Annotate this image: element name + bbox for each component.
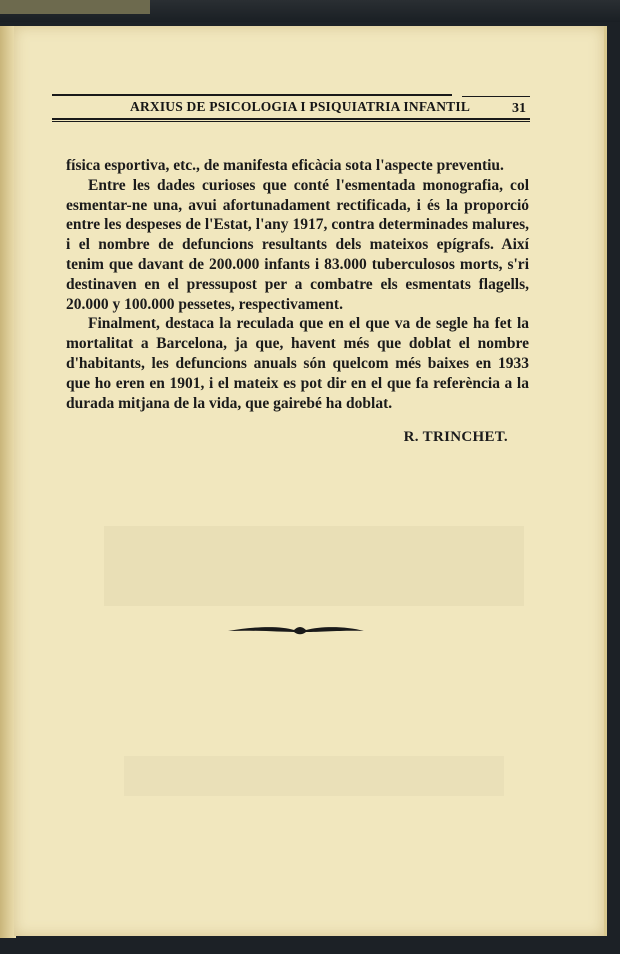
header-rule-bottom-thin (52, 121, 530, 122)
header-rule-top (52, 94, 452, 96)
article-text (66, 156, 529, 413)
ornament-divider-icon (226, 622, 366, 638)
book-binding (0, 0, 150, 14)
show-through-band (104, 526, 524, 606)
show-through-band (124, 756, 504, 796)
author-signature: R. TRINCHET. (403, 429, 508, 445)
paragraph: Entre les dades curioses que conté l'esmentada monografia, col esmentar-ne una, avui afortunadament rectificada, i és la proporció entre les despeses de l'Estat, l'any 1917, contra determinades malures, i el nombre de defuncions resultants dels mateixos epígrafs. Així tenim que davant de 200.000 infants i 83.000 tuberculosos morts, s'ri destinaven en el pressupost per a combatre els esmentats flagells, 20.000 y 100.000 pessetes, respectivament. (66, 176, 529, 313)
paragraph: Finalment, destaca la reculada que en el que va de segle ha fet la mortalitat a Barcelona, ja que, havent més que doblat el nombre d'habitants, les defuncions anuals són quelcom més baixes en 1933 que ho eren en 1901, i el mateix es pot dir en el que fa referència a la durada mitjana de la vida, que gairebé ha doblat. (66, 315, 529, 412)
paragraph: física esportiva, etc., de manifesta eficàcia sota l'aspecte preventiu. (66, 157, 504, 174)
journal-title: ARXIUS DE PSICOLOGIA I PSIQUIATRIA INFANTIL (130, 99, 471, 114)
header-rule-top-right (462, 96, 530, 97)
page-number: 31 (512, 101, 526, 116)
header-rule-bottom (52, 118, 530, 120)
running-header (52, 68, 530, 122)
